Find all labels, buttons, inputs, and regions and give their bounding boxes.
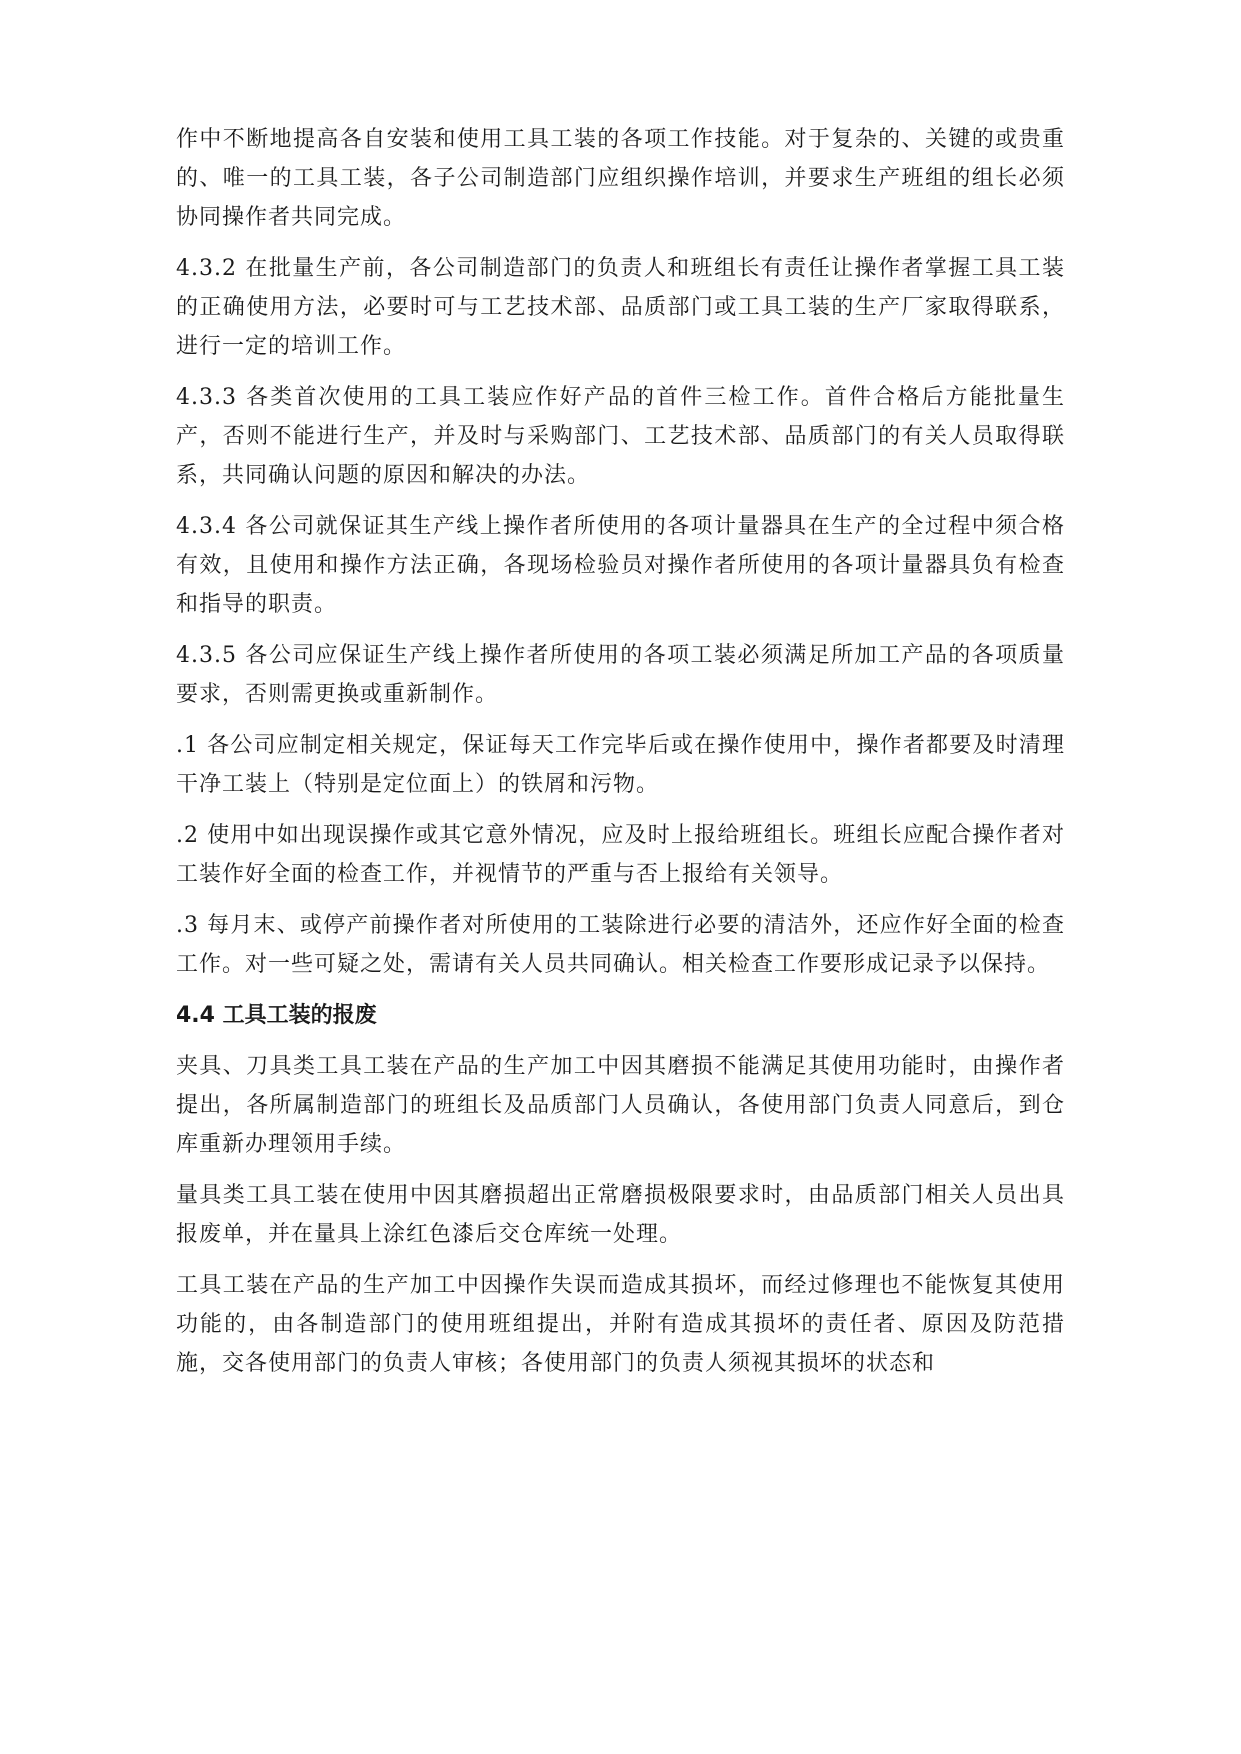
paragraph-4-3-2: 4.3.2 在批量生产前，各公司制造部门的负责人和班组长有责任让操作者掌握工具工装的正确使用方法，必要时可与工艺技术部、品质部门或工具工装的生产厂家取得联系，进行一定的培训工作。 (176, 256, 1065, 359)
paragraph-fixture-scrap: 夹具、刀具类工具工装在产品的生产加工中因其磨损不能满足其使用功能时，由操作者提出，各所属制造部门的班组长及品质部门人员确认，各使用部门负责人同意后，到仓库重新办理领用手续。 (176, 1054, 1065, 1157)
paragraph-gauge-scrap: 量具类工具工装在使用中因其磨损超出正常磨损极限要求时，由品质部门相关人员出具报废单，并在量具上涂红色漆后交仓库统一处理。 (176, 1183, 1065, 1247)
paragraph-4-3-4: 4.3.4 各公司就保证其生产线上操作者所使用的各项计量器具在生产的全过程中须合格有效，且使用和操作方法正确，各现场检验员对操作者所使用的各项计量器具负有检查和指导的职责。 (176, 514, 1065, 617)
paragraph-4-3-3: 4.3.3 各类首次使用的工具工装应作好产品的首件三检工作。首件合格后方能批量生产，否则不能进行生产，并及时与采购部门、工艺技术部、品质部门的有关人员取得联系，共同确认问题的原因和解决的办法。 (176, 385, 1065, 488)
paragraph-damage-scrap: 工具工装在产品的生产加工中因操作失误而造成其损坏，而经过修理也不能恢复其使用功能的，由各制造部门的使用班组提出，并附有造成其损坏的责任者、原因及防范措施，交各使用部门的负责人审核；各使用部门的负责人须视其损坏的状态和 (176, 1273, 1065, 1376)
paragraph-item-3: .3 每月末、或停产前操作者对所使用的工装除进行必要的清洁外，还应作好全面的检查工作。对一些可疑之处，需请有关人员共同确认。相关检查工作要形成记录予以保持。 (176, 913, 1065, 977)
paragraph-4-3-5: 4.3.5 各公司应保证生产线上操作者所使用的各项工装必须满足所加工产品的各项质量要求，否则需更换或重新制作。 (176, 643, 1065, 707)
section-heading-4-4: 4.4 工具工装的报废 (176, 1003, 377, 1028)
paragraph-item-1: .1 各公司应制定相关规定，保证每天工作完毕后或在操作使用中，操作者都要及时清理干净工装上（特别是定位面上）的铁屑和污物。 (176, 733, 1065, 797)
paragraph-item-2: .2 使用中如出现误操作或其它意外情况，应及时上报给班组长。班组长应配合操作者对工装作好全面的检查工作，并视情节的严重与否上报给有关领导。 (176, 823, 1065, 887)
paragraph-training-continued: 作中不断地提高各自安装和使用工具工装的各项工作技能。对于复杂的、关键的或贵重的、唯一的工具工装，各子公司制造部门应组织操作培训，并要求生产班组的组长必须协同操作者共同完成。 (176, 127, 1065, 230)
